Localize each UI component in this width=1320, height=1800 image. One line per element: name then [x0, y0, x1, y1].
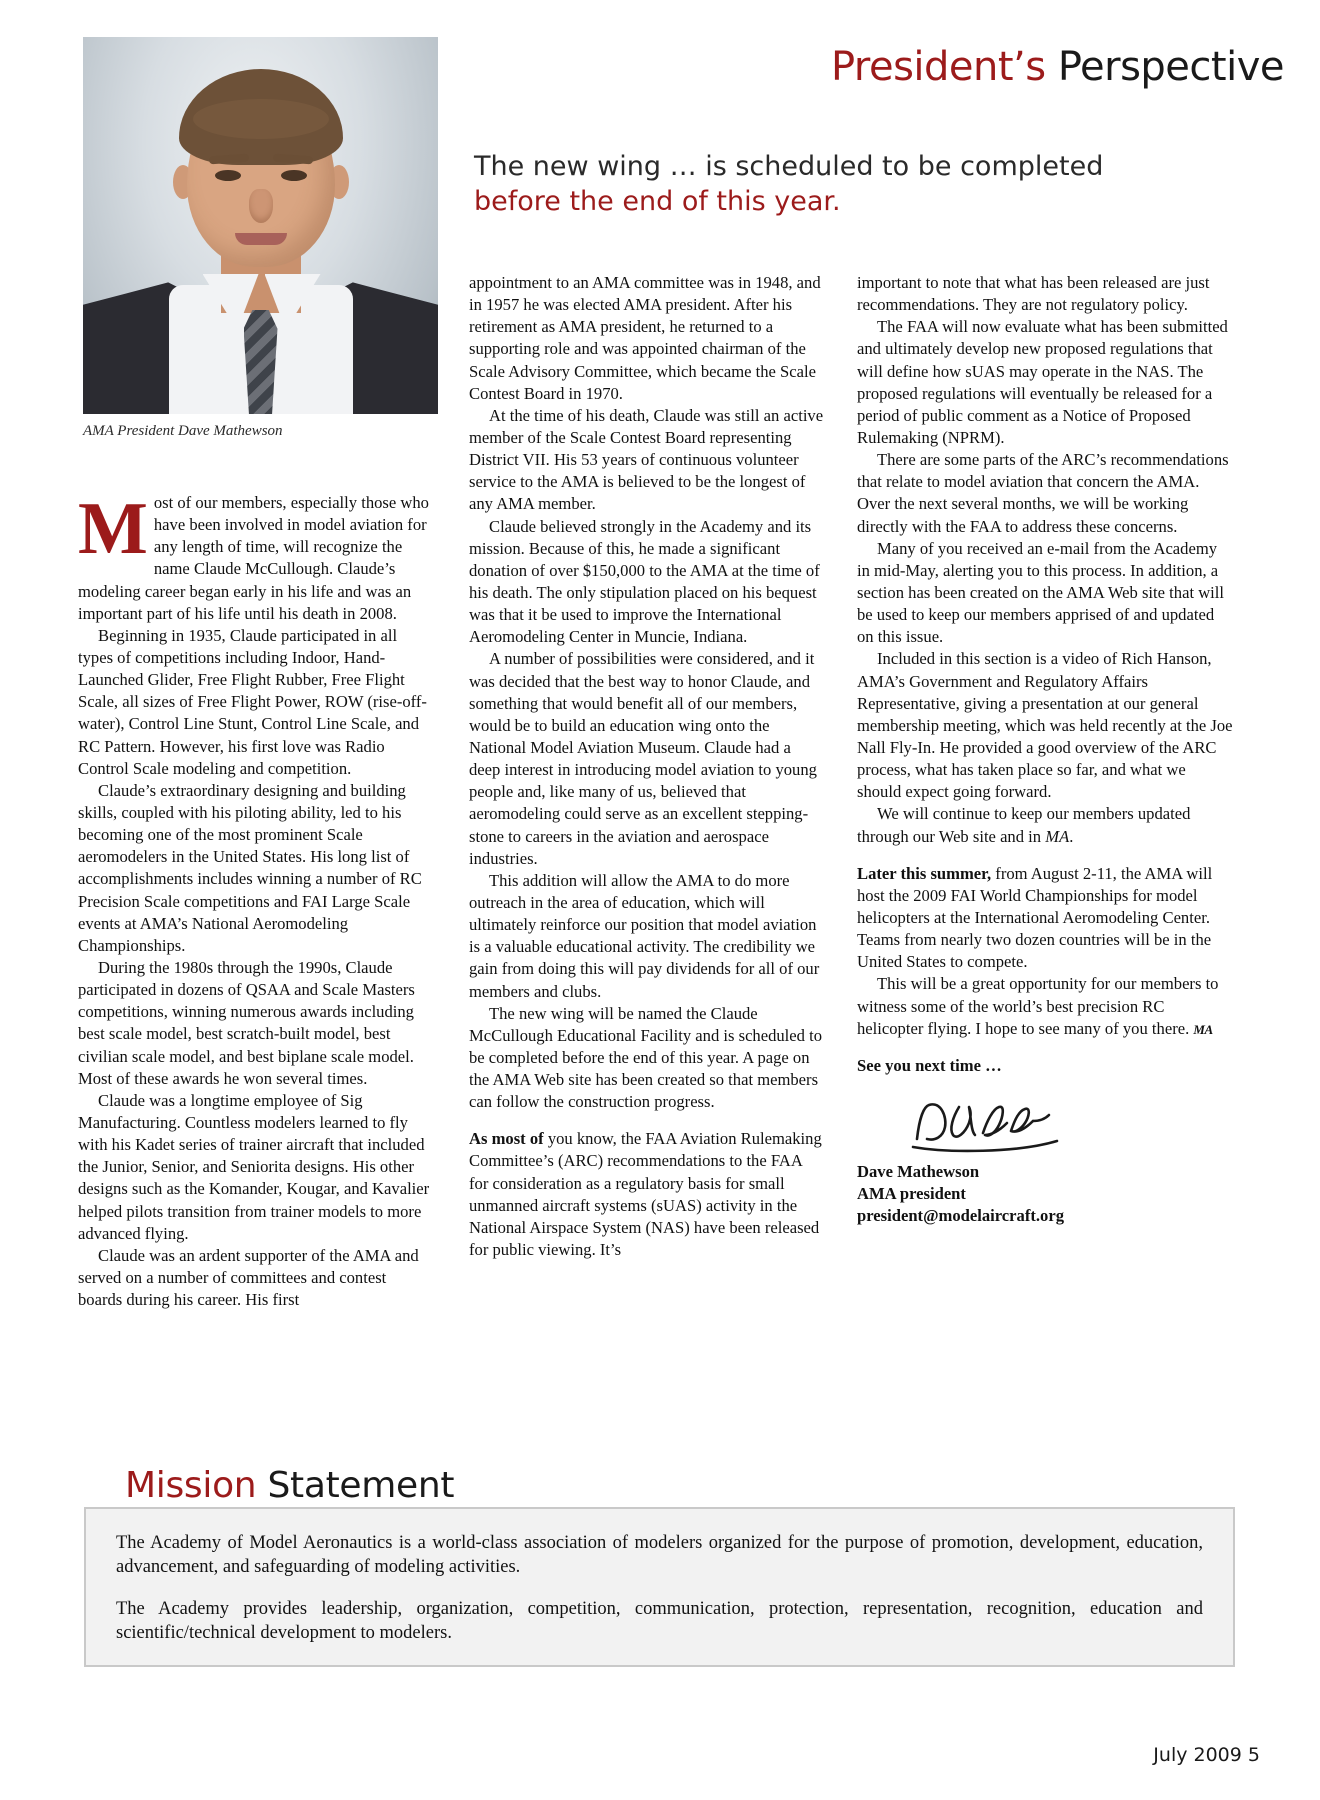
paragraph-1-2: Beginning in 1935, Claude participated in all types of competitions including Indoor, Hand-Launched Glider, Free Flight Rubber, Free Flight Scale, all sizes of Free Flight Power, ROW (rise-off-water), Control Line Stunt, Control Line Scale, and RC Pattern. However, his first love was Radio Control Scale modeling and competition.	[78, 625, 427, 778]
signature-image	[907, 1091, 1233, 1161]
paragraph-2-7	[469, 1128, 824, 1261]
body-column-1	[78, 488, 433, 1311]
mission-statement-heading	[125, 1465, 454, 1506]
page-title-red: President’s	[830, 44, 1046, 90]
page-masthead	[504, 46, 1284, 88]
paragraph-1-1	[78, 488, 433, 625]
page-title-black: Perspective	[1057, 44, 1284, 90]
author-portrait-image	[83, 37, 438, 414]
paragraph-3-8-text: This will be a great opportunity for our members to witness some of the world’s best precision RC helicopter flying. I hope to see many of you there.	[857, 974, 1219, 1038]
handwritten-signature-svg	[907, 1091, 1147, 1161]
paragraph-2-5: This addition will allow the AMA to do more outreach in the area of education, which will ultimately reinforce our position that model aviation is a valuable educational activity. The credibility we gain from doing this will pay dividends for all of our members and clubs.	[469, 870, 820, 1001]
mission-heading-black: Statement	[267, 1465, 455, 1506]
ma-end-mark: MA	[1193, 1021, 1213, 1037]
paragraph-spacer-3	[857, 1040, 1233, 1055]
paragraph-3-1: important to note that what has been released are just recommendations. They are not regulatory policy.	[857, 273, 1210, 315]
paragraph-3-3: There are some parts of the ARC’s recommendations that relate to model aviation that concern the AMA. Over the next several months, we will be working directly with the FAA to address these concerns.	[857, 450, 1229, 536]
paragraph-spacer-2	[857, 848, 1233, 863]
page-footer: July 2009 5	[1153, 1744, 1260, 1766]
sign-off-line: See you next time …	[857, 1055, 1002, 1075]
mouth-shape	[235, 233, 287, 245]
photo-caption: AMA President Dave Mathewson	[83, 423, 283, 439]
paragraph-3-7-lead: Later this summer,	[857, 863, 992, 883]
mission-heading-red: Mission	[125, 1465, 257, 1506]
paragraph-2-7-lead: As most of	[469, 1129, 544, 1149]
necktie-shape	[244, 310, 278, 414]
paragraph-3-7-text: from August 2-11, the AMA will host the 2009 FAI World Championships for model helicopters at the International Aeromodeling Center. Teams from nearly two dozen countries will be in the United States to compete.	[857, 863, 1213, 972]
body-column-2	[469, 272, 824, 1261]
eye-left-shape	[215, 170, 241, 181]
paragraph-2-6: The new wing will be named the Claude McCullough Educational Facility and is scheduled to be completed before the end of this year. A page on the AMA Web site has been created so that members can follow the construction progress.	[469, 1003, 823, 1112]
deck-line-1: The new wing … is scheduled to be completed	[474, 151, 1104, 182]
paragraph-1-3: Claude’s extraordinary designing and building skills, coupled with his piloting ability, led to his becoming one of the most prominent Scale aeromodelers in the United States. His long list of accomplishments includes winning a number of RC Precision Scale competitions and FAI Large Scale events at AMA’s National Aeromodeling Championships.	[78, 780, 422, 955]
paragraph-3-2: The FAA will now evaluate what has been submitted and ultimately develop new proposed regulations that will define how sUAS may operate in the NAS. The proposed regulations will eventually be released for a period of public comment as a Notice of Proposed Rulemaking (NPRM).	[857, 317, 1228, 447]
signature-title: AMA president	[857, 1184, 966, 1204]
paragraph-3-7	[857, 863, 1233, 974]
page-title	[504, 46, 1284, 88]
paragraph-3-8	[857, 973, 1233, 1039]
eye-right-shape	[281, 170, 307, 181]
signature-email[interactable]: president@modelaircraft.org	[857, 1206, 1064, 1226]
paragraph-2-2: At the time of his death, Claude was still an active member of the Scale Contest Board representing District VII. His 53 years of continuous volunteer service to the AMA is believed to be the longest of any AMA member.	[469, 405, 824, 514]
body-column-3	[857, 272, 1233, 1228]
deck-line-2: before the end of this year.	[474, 185, 841, 217]
paragraph-2-3: Claude believed strongly in the Academy and its mission. Because of this, he made a significant donation of over $150,000 to the AMA at the time of his death. The only stipulation placed on his bequest was that it be used to improve the International Aeromodeling Center in Muncie, Indiana.	[469, 516, 820, 647]
mission-paragraph-2: The Academy provides leadership, organization, competition, communication, protection, representation, recognition, education and scientific/technical development to modelers.	[116, 1598, 1203, 1644]
paragraph-3-6-text-b: .	[1069, 826, 1074, 846]
paragraph-3-4: Many of you received an e-mail from the Academy in mid-May, alerting you to this process. In addition, a section has been created on the AMA Web site that will be used to keep our members apprised of and updated on this issue.	[857, 538, 1225, 647]
signature-name: Dave Mathewson	[857, 1162, 980, 1182]
paragraph-2-7-text: you know, the FAA Aviation Rulemaking Committee’s (ARC) recommendations to the FAA for consideration as a regulatory basis for small unmanned aircraft systems (sUAS) activity in the National Airspace System (NAS) have been released for public viewing. It’s	[469, 1129, 822, 1260]
paragraph-1-1-text: ost of our members, especially those who have been involved in model aviation for any length of time, will recognize the name Claude McCullough. Claude’s modeling career began early in his life and was an important part of his life until his death in 2008.	[78, 493, 429, 623]
paragraph-3-5: Included in this section is a video of Rich Hanson, AMA’s Government and Regulatory Affairs Representative, giving a presentation at our general membership meeting, which was held recently at the Joe Nall Fly-In. He provided a good overview of the ARC process, what has taken place so far, and what we should expect going forward.	[857, 649, 1233, 802]
nose-shape	[249, 189, 273, 223]
paragraph-2-1: appointment to an AMA committee was in 1948, and in 1957 he was elected AMA president. After his retirement as AMA president, he returned to a supporting role and was appointed chairman of the Scale Advisory Committee, which became the Scale Contest Board in 1970.	[469, 273, 821, 403]
paragraph-1-6: Claude was an ardent supporter of the AMA and served on a number of committees and contest boards during his career. His first	[78, 1245, 419, 1310]
paragraph-spacer	[469, 1113, 824, 1128]
article-deck	[474, 150, 1284, 219]
magazine-name-italic: MA	[1045, 826, 1070, 846]
author-photo-block	[83, 37, 438, 440]
paragraph-1-5: Claude was a longtime employee of Sig Manufacturing. Countless modelers learned to fly with his Kadet series of trainer aircraft that included the Junior, Senior, and Seniorita designs. His other designs such as the Komander, Kougar, and Kavalier helped pilots transition from trainer models to more advanced flying.	[78, 1090, 430, 1243]
drop-cap: M	[78, 488, 148, 570]
mission-statement-box	[84, 1507, 1235, 1667]
mission-paragraph-1: The Academy of Model Aeronautics is a world-class association of modelers organized for the purpose of promotion, development, education, advancement, and safeguarding of modeling activities.	[116, 1533, 1203, 1578]
paragraph-2-4: A number of possibilities were considered, and it was decided that the best way to honor Claude, and something that would benefit all of our members, would be to build an education wing onto the National Model Aviation Museum. Claude had a deep interest in introducing model aviation to young people and, like many of us, believed that aeromodeling could serve as an excellent stepping-stone to careers in the aviation and aerospace industries.	[469, 649, 817, 868]
paragraph-3-6	[857, 803, 1233, 847]
paragraph-1-4: During the 1980s through the 1990s, Claude participated in dozens of QSAA and Scale Masters competitions, winning numerous awards including best scale model, best scratch-built model, best civilian scale model, and best biplane scale model. Most of these awards he won several times.	[78, 957, 415, 1088]
paragraph-3-6-text-a: We will continue to keep our members updated through our Web site and in	[857, 804, 1191, 846]
